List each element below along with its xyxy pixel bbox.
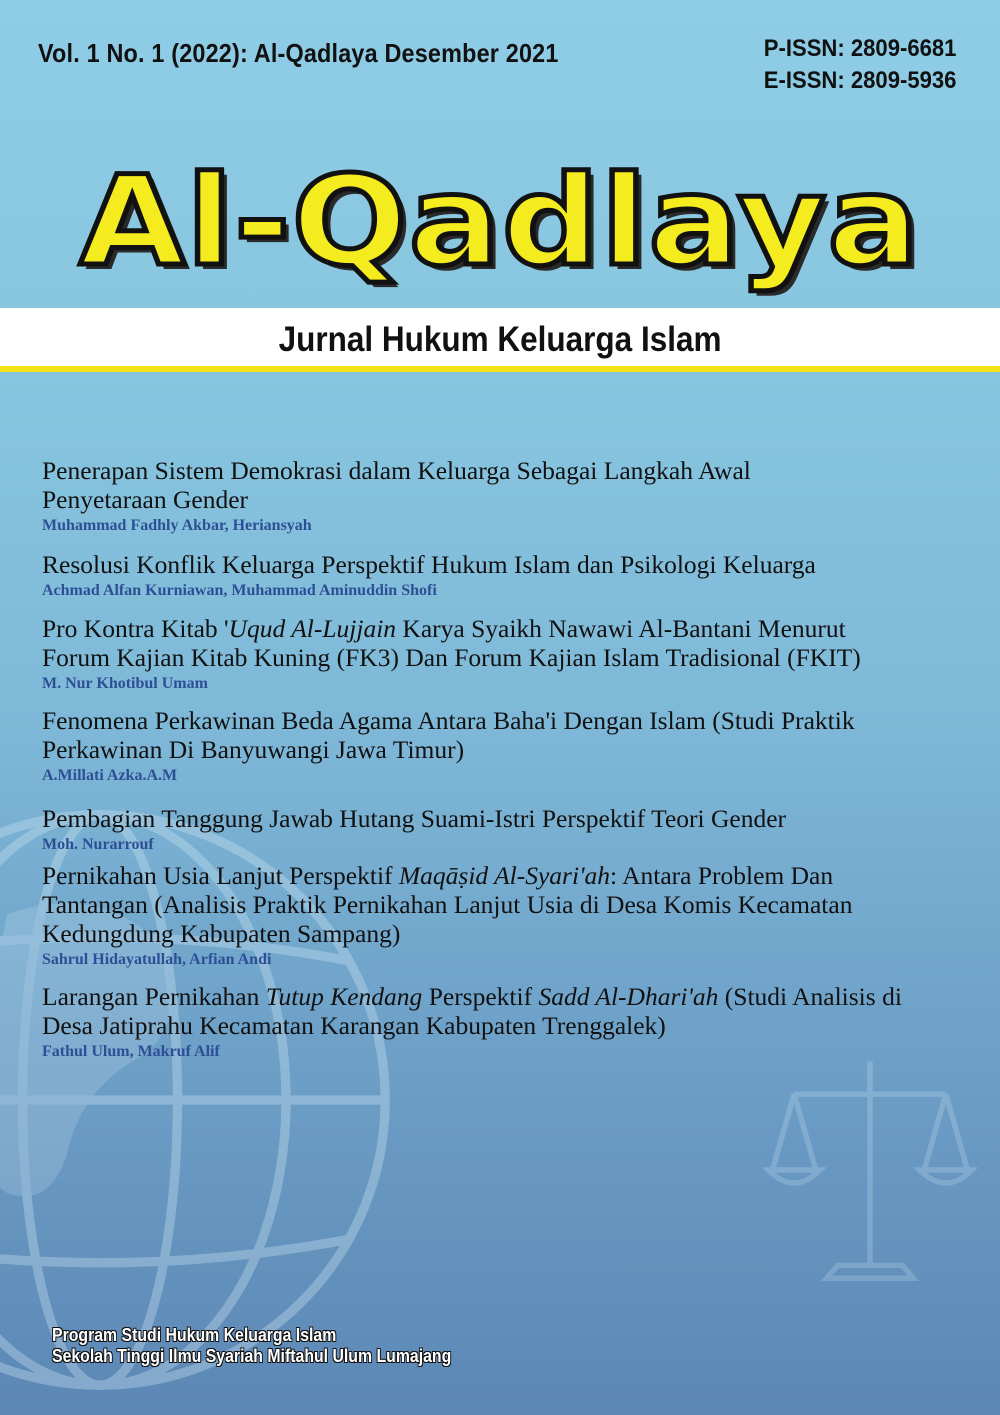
- article-title: Resolusi Konflik Keluarga Perspektif Hukum Islam dan Psikologi Keluarga: [42, 550, 816, 579]
- subtitle-band: [0, 308, 1000, 372]
- program-name: Program Studi Hukum Keluarga Islam: [52, 1325, 337, 1345]
- p-issn: P-ISSN: 2809-6681: [763, 35, 956, 62]
- article-item: [42, 861, 972, 970]
- e-issn: E-ISSN: 2809-5936: [763, 67, 956, 94]
- article-item: [42, 550, 972, 601]
- article-item: [42, 982, 972, 1062]
- article-item: [42, 706, 972, 786]
- publisher-footer: [52, 1325, 451, 1367]
- article-authors: Fathul Ulum, Makruf Alif: [42, 1043, 220, 1060]
- article-authors: Sahrul Hidayatullah, Arfian Andi: [42, 951, 272, 968]
- journal-logo: Al-Qadlaya: [79, 150, 921, 294]
- article-title: Larangan Pernikahan Tutup Kendang Perspektif Sadd Al-Dhari'ah (Studi Analisis di Desa Jatiprahu Kecamatan Karangan Kabupaten Trenggalek): [42, 982, 902, 1040]
- article-list: [42, 456, 972, 1062]
- article-title: Pernikahan Usia Lanjut Perspektif Maqāṣid Al-Syari'ah: Antara Problem Dan Tantangan (Analisis Praktik Pernikahan Lanjut Usia di Desa Komis Kecamatan Kedungdung Kabupaten Sampang): [42, 861, 853, 948]
- article-authors: Moh. Nurarrouf: [42, 836, 154, 853]
- article-title: Pembagian Tanggung Jawab Hutang Suami-Istri Perspektif Teori Gender: [42, 804, 787, 833]
- institution-name: Sekolah Tinggi Ilmu Syariah Miftahul Ulum Lumajang: [52, 1346, 452, 1366]
- article-title: Pro Kontra Kitab 'Uqud Al-Lujjain Karya Syaikh Nawawi Al-Bantani Menurut Forum Kajian Kitab Kuning (FK3) Dan Forum Kajian Islam Tradisional (FKIT): [42, 614, 861, 672]
- article-authors: A.Millati Azka.A.M: [42, 767, 178, 784]
- article-authors: Achmad Alfan Kurniawan, Muhammad Aminuddin Shofi: [42, 582, 437, 599]
- article-item: [42, 804, 972, 855]
- article-authors: Muhammad Fadhly Akbar, Heriansyah: [42, 517, 312, 534]
- article-title: Penerapan Sistem Demokrasi dalam Keluarga Sebagai Langkah Awal Penyetaraan Gender: [42, 456, 751, 514]
- volume-info: Vol. 1 No. 1 (2022): Al-Qadlaya Desember 2021: [38, 38, 559, 68]
- article-item: [42, 456, 972, 536]
- scales-of-justice-icon: [760, 1040, 980, 1300]
- journal-subtitle: Jurnal Hukum Keluarga Islam: [278, 320, 722, 359]
- issn-block: [763, 33, 956, 97]
- article-authors: M. Nur Khotibul Umam: [42, 675, 208, 692]
- article-title: Fenomena Perkawinan Beda Agama Antara Baha'i Dengan Islam (Studi Praktik Perkawinan Di Banyuwangi Jawa Timur): [42, 706, 855, 764]
- article-item: [42, 614, 972, 694]
